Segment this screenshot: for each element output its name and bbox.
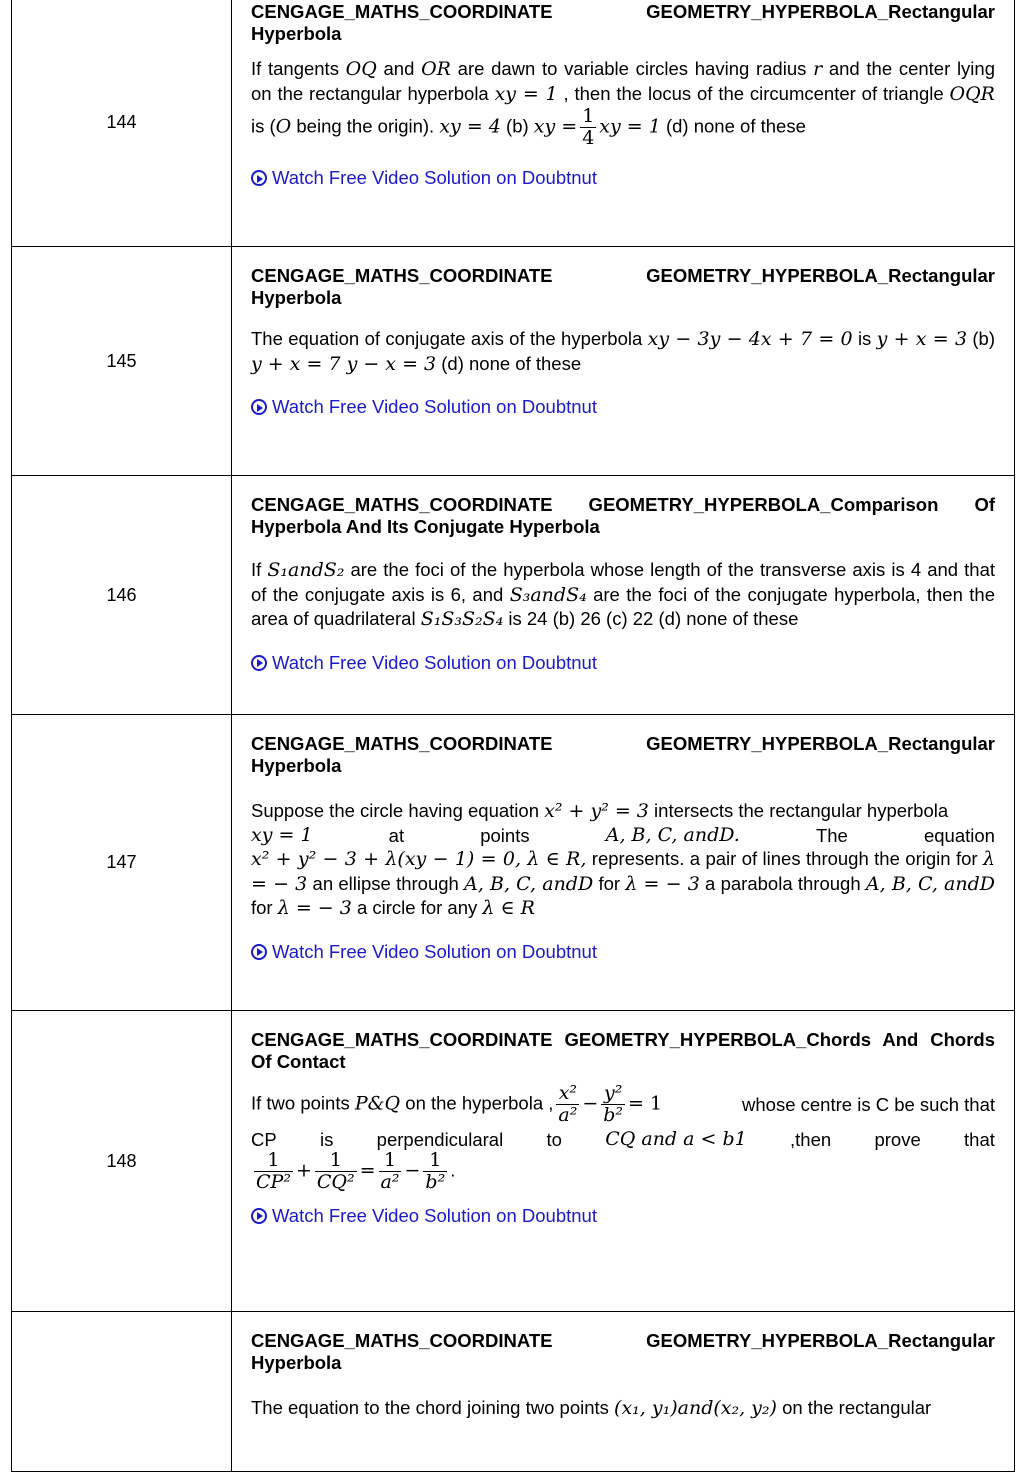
question-row-147 <box>12 715 1015 1011</box>
question-text: If two points P&Q on the hyperbola , $\frac{\text{x²}}{\text{a²}}$ − $\frac{\text{y²}}{\text{b²}}$ = 1 whose centre is C be such that CP is perpendicularal to CQ and a < b1 ,then prove that $\frac{1}{\text{CP²}}$ + $\frac{1}{\text{CQ²}}$ = $\frac{1}{\text{a²}}$ − $\frac{1}{\text{b²}}$ . <box>251 1082 995 1193</box>
fraction: $\frac{1}{\text{b²}}$ <box>425 1148 446 1193</box>
play-circle-icon <box>251 399 267 415</box>
watch-video-link[interactable]: Watch Free Video Solution on Doubtnut <box>251 941 995 963</box>
question-text: If tangents OQ and OR are dawn to variable circles having radius r and the center lying on the rectangular hyperbola xy = 1 , then the locus of the circumcenter of triangle OQR is (O being the origin). xy = 4 (b) xy = $\frac{1}{4}$ xy = 1 (d) none of these <box>251 58 995 149</box>
question-category: CENGAGE_MATHS_COORDINATE GEOMETRY_HYPERBOLA_Chords And Chords Of Contact <box>251 1029 995 1072</box>
question-number: 148 <box>12 1011 232 1312</box>
question-number: 145 <box>12 247 232 476</box>
question-text: Suppose the circle having equation x² + y² = 3 intersects the rectangular hyperbola xy = 1 at points A, B, C, andD. The equation x² + y² − 3 + λ(xy − 1) = 0, λ ∈ R, represents. a pair of lines through the origin for λ = − 3 an ellipse through A, B, C, andD for λ = − 3 a parabola through A, B, C, andD for λ = − 3 a circle for any λ ∈ R <box>251 800 995 919</box>
question-category: CENGAGE_MATHS_COORDINATE GEOMETRY_HYPERBOLA_Rectangular Hyperbola <box>251 733 995 776</box>
play-circle-icon <box>251 944 267 960</box>
fraction: $\frac{\text{y²}}{\text{b²}}$ <box>603 1082 624 1126</box>
question-row-145 <box>12 247 1015 476</box>
question-row-148 <box>12 1011 1015 1312</box>
watch-video-link[interactable]: Watch Free Video Solution on Doubtnut <box>251 652 995 674</box>
fraction: $\frac{\text{x²}}{\text{a²}}$ <box>558 1082 578 1126</box>
question-category: CENGAGE_MATHS_COORDINATE GEOMETRY_HYPERBOLA_Rectangular Hyperbola <box>251 1330 995 1373</box>
question-row-144 <box>12 0 1015 247</box>
question-category: CENGAGE_MATHS_COORDINATE GEOMETRY_HYPERBOLA_Rectangular Hyperbola <box>251 1 995 44</box>
question-number: 147 <box>12 715 232 1011</box>
question-text: The equation to the chord joining two points (x₁, y₁)and(x₂, y₂) on the rectangular <box>251 1397 932 1419</box>
question-text: The equation of conjugate axis of the hyperbola xy − 3y − 4x + 7 = 0 is y + x = 3 (b) y + x = 7 y − x = 3 (d) none of these <box>251 328 996 375</box>
play-circle-icon <box>251 170 267 186</box>
fraction: $\frac{1}{4}$ <box>582 105 595 149</box>
watch-video-link[interactable]: Watch Free Video Solution on Doubtnut <box>251 1205 995 1227</box>
fraction: $\frac{1}{\text{CP²}}$ <box>256 1148 291 1193</box>
fraction: $\frac{1}{\text{CQ²}}$ <box>316 1148 355 1193</box>
fraction: $\frac{1}{\text{a²}}$ <box>380 1148 400 1193</box>
questions-table <box>11 0 1015 1472</box>
question-category: CENGAGE_MATHS_COORDINATE GEOMETRY_HYPERBOLA_Comparison Of Hyperbola And Its Conjugate Hyperbola <box>251 494 995 537</box>
question-category: CENGAGE_MATHS_COORDINATE GEOMETRY_HYPERBOLA_Rectangular Hyperbola <box>251 265 995 308</box>
play-circle-icon <box>251 1208 267 1224</box>
play-circle-icon <box>251 655 267 671</box>
question-row-146 <box>12 476 1015 715</box>
watch-video-link[interactable]: Watch Free Video Solution on Doubtnut <box>251 396 995 418</box>
question-number: 146 <box>12 476 232 715</box>
watch-video-link[interactable]: Watch Free Video Solution on Doubtnut <box>251 167 995 189</box>
question-text: If S₁andS₂ are the foci of the hyperbola whose length of the transverse axis is 4 and that of the conjugate axis is 6, and S₃andS₄ are the foci of the conjugate hyperbola, then the area of quadrilateral S₁S₃S₂S₄ is 24 (b) 26 (c) 22 (d) none of these <box>251 559 995 630</box>
question-number: 144 <box>12 0 232 247</box>
